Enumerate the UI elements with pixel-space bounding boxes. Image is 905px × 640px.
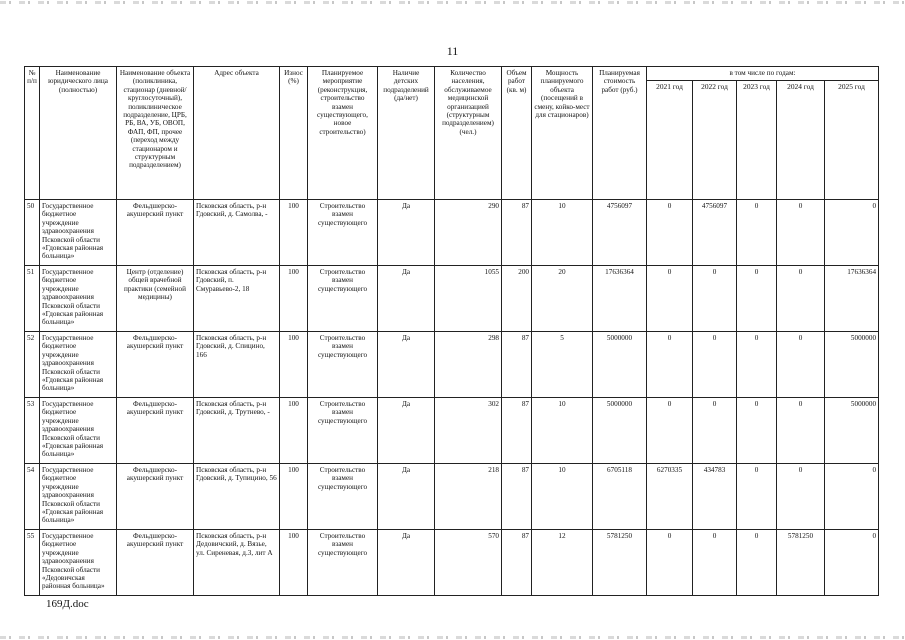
cell-year-2021: 0 <box>647 200 693 266</box>
cell-cost: 5000000 <box>593 398 647 464</box>
header-year-2023: 2023 год <box>737 81 777 200</box>
cell-year-2022: 434783 <box>693 464 737 530</box>
cell-year-2021: 0 <box>647 530 693 596</box>
cell-year-2023: 0 <box>737 332 777 398</box>
header-address: Адрес объекта <box>194 67 280 200</box>
table-row <box>25 200 879 266</box>
cell-capacity: 10 <box>532 398 593 464</box>
cell-year-2021: 0 <box>647 266 693 332</box>
cell-year-2021: 0 <box>647 398 693 464</box>
cell-volume: 87 <box>502 464 532 530</box>
cell-year-2023: 0 <box>737 266 777 332</box>
cell-capacity: 20 <box>532 266 593 332</box>
cell-address: Псковская область, р-н Гдовский, п. Смуравьево-2, 18 <box>194 266 280 332</box>
table-row <box>25 464 879 530</box>
cell-population: 218 <box>435 464 502 530</box>
header-year-2021: 2021 год <box>647 81 693 200</box>
header-population: Количество населения, обслуживаемое медицинской организацией (структурным подразделением) (чел.) <box>435 67 502 200</box>
cell-object-name: Центр (отделение) общей врачебной практики (семейной медицины) <box>117 266 194 332</box>
cell-cost: 6705118 <box>593 464 647 530</box>
cell-num: 52 <box>25 332 40 398</box>
cell-volume: 87 <box>502 200 532 266</box>
cell-population: 290 <box>435 200 502 266</box>
page-number: 11 <box>446 44 459 58</box>
cell-cost: 5781250 <box>593 530 647 596</box>
cell-num: 54 <box>25 464 40 530</box>
cell-legal-entity: Государственное бюджетное учреждение здравоохранения Псковской области «Гдовская районная больница» <box>40 398 117 464</box>
header-year-2022: 2022 год <box>693 81 737 200</box>
header-capacity: Мощность планируемого объекта (посещений в смену, койко-мест для стационаров) <box>532 67 593 200</box>
cell-legal-entity: Государственное бюджетное учреждение здравоохранения Псковской области «Гдовская районная больница» <box>40 332 117 398</box>
table-row <box>25 332 879 398</box>
cell-num: 53 <box>25 398 40 464</box>
cell-year-2021: 6270335 <box>647 464 693 530</box>
cell-volume: 87 <box>502 530 532 596</box>
cell-volume: 87 <box>502 332 532 398</box>
cell-legal-entity: Государственное бюджетное учреждение здравоохранения Псковской области «Дедовичская районная больница» <box>40 530 117 596</box>
table-row <box>25 530 879 596</box>
cell-year-2024: 0 <box>777 200 825 266</box>
cell-children: Да <box>378 266 435 332</box>
header-num: № п/п <box>25 67 40 200</box>
cell-address: Псковская область, р-н Дедовичский, д. Вязье, ул. Сиреневая, д.3, лит А <box>194 530 280 596</box>
cell-year-2025: 0 <box>825 530 879 596</box>
cell-object-name: Фельдшерско-акушерский пункт <box>117 464 194 530</box>
cell-year-2025: 5000000 <box>825 398 879 464</box>
cell-measure: Строительство взамен существующего <box>308 266 378 332</box>
header-year-2024: 2024 год <box>777 81 825 200</box>
cell-num: 55 <box>25 530 40 596</box>
header-years-group: в том числе по годам: <box>647 67 879 81</box>
cell-year-2022: 0 <box>693 530 737 596</box>
cell-year-2024: 5781250 <box>777 530 825 596</box>
header-measure: Планируемое мероприятие (реконструкция, строительство взамен существующего, новое строительство) <box>308 67 378 200</box>
header-children: Наличие детских подразделений (да/нет) <box>378 67 435 200</box>
cell-children: Да <box>378 398 435 464</box>
cell-children: Да <box>378 332 435 398</box>
header-cost: Планируемая стоимость работ (руб.) <box>593 67 647 200</box>
header-object-name: Наименование объекта (поликлиника, стационар (дневной/ круглосуточный), поликлиническое подразделение, ЦРБ, РБ, ВА, УБ, ОВОП, ФАП, ФП, прочее (переход между стационаром и структурным подразделением) <box>117 67 194 200</box>
cell-cost: 5000000 <box>593 332 647 398</box>
cell-object-name: Фельдшерско-акушерский пункт <box>117 332 194 398</box>
cell-population: 302 <box>435 398 502 464</box>
cell-measure: Строительство взамен существующего <box>308 464 378 530</box>
cell-population: 1055 <box>435 266 502 332</box>
cell-wear: 100 <box>280 332 308 398</box>
cell-capacity: 10 <box>532 464 593 530</box>
cell-address: Псковская область, р-н Гдовский, д. Спицино, 166 <box>194 332 280 398</box>
cell-wear: 100 <box>280 398 308 464</box>
cell-object-name: Фельдшерско-акушерский пункт <box>117 398 194 464</box>
cell-year-2025: 0 <box>825 200 879 266</box>
header-legal-entity: Наименование юридического лица (полностью) <box>40 67 117 200</box>
cell-wear: 100 <box>280 200 308 266</box>
cell-capacity: 5 <box>532 332 593 398</box>
cell-capacity: 10 <box>532 200 593 266</box>
cell-year-2025: 17636364 <box>825 266 879 332</box>
cell-year-2025: 0 <box>825 464 879 530</box>
cell-cost: 17636364 <box>593 266 647 332</box>
header-year-2025: 2025 год <box>825 81 879 200</box>
cell-year-2022: 0 <box>693 332 737 398</box>
cell-measure: Строительство взамен существующего <box>308 530 378 596</box>
cell-object-name: Фельдшерско-акушерский пункт <box>117 530 194 596</box>
cell-year-2022: 0 <box>693 398 737 464</box>
cell-children: Да <box>378 200 435 266</box>
cell-year-2023: 0 <box>737 530 777 596</box>
cell-measure: Строительство взамен существующего <box>308 398 378 464</box>
cell-year-2023: 0 <box>737 464 777 530</box>
cell-object-name: Фельдшерско-акушерский пункт <box>117 200 194 266</box>
objects-table <box>24 66 879 596</box>
cell-legal-entity: Государственное бюджетное учреждение здравоохранения Псковской области «Гдовская районная больница» <box>40 200 117 266</box>
cell-population: 298 <box>435 332 502 398</box>
footer-filename: 169Д.doc <box>46 598 89 610</box>
cell-legal-entity: Государственное бюджетное учреждение здравоохранения Псковской области «Гдовская районная больница» <box>40 464 117 530</box>
cell-address: Псковская область, р-н Гдовский, д. Тупицино, 56 <box>194 464 280 530</box>
scan-edge-bottom <box>0 636 905 639</box>
cell-year-2024: 0 <box>777 398 825 464</box>
cell-population: 570 <box>435 530 502 596</box>
cell-legal-entity: Государственное бюджетное учреждение здравоохранения Псковской области «Гдовская районная больница» <box>40 266 117 332</box>
cell-capacity: 12 <box>532 530 593 596</box>
cell-num: 51 <box>25 266 40 332</box>
cell-year-2021: 0 <box>647 332 693 398</box>
header-volume: Объем работ (кв. м) <box>502 67 532 200</box>
cell-num: 50 <box>25 200 40 266</box>
scan-edge-top <box>0 1 905 4</box>
table-row <box>25 398 879 464</box>
cell-year-2024: 0 <box>777 464 825 530</box>
cell-year-2025: 5000000 <box>825 332 879 398</box>
cell-wear: 100 <box>280 266 308 332</box>
cell-cost: 4756097 <box>593 200 647 266</box>
table-body <box>25 200 879 596</box>
cell-measure: Строительство взамен существующего <box>308 332 378 398</box>
cell-year-2022: 4756097 <box>693 200 737 266</box>
cell-year-2022: 0 <box>693 266 737 332</box>
cell-wear: 100 <box>280 530 308 596</box>
cell-year-2024: 0 <box>777 332 825 398</box>
header-wear: Износ (%) <box>280 67 308 200</box>
cell-year-2024: 0 <box>777 266 825 332</box>
cell-volume: 200 <box>502 266 532 332</box>
cell-year-2023: 0 <box>737 200 777 266</box>
cell-year-2023: 0 <box>737 398 777 464</box>
cell-address: Псковская область, р-н Гдовский, д. Трутнево, - <box>194 398 280 464</box>
table-row <box>25 266 879 332</box>
cell-measure: Строительство взамен существующего <box>308 200 378 266</box>
cell-children: Да <box>378 464 435 530</box>
cell-children: Да <box>378 530 435 596</box>
cell-wear: 100 <box>280 464 308 530</box>
cell-volume: 87 <box>502 398 532 464</box>
cell-address: Псковская область, р-н Гдовский, д. Самолва, - <box>194 200 280 266</box>
